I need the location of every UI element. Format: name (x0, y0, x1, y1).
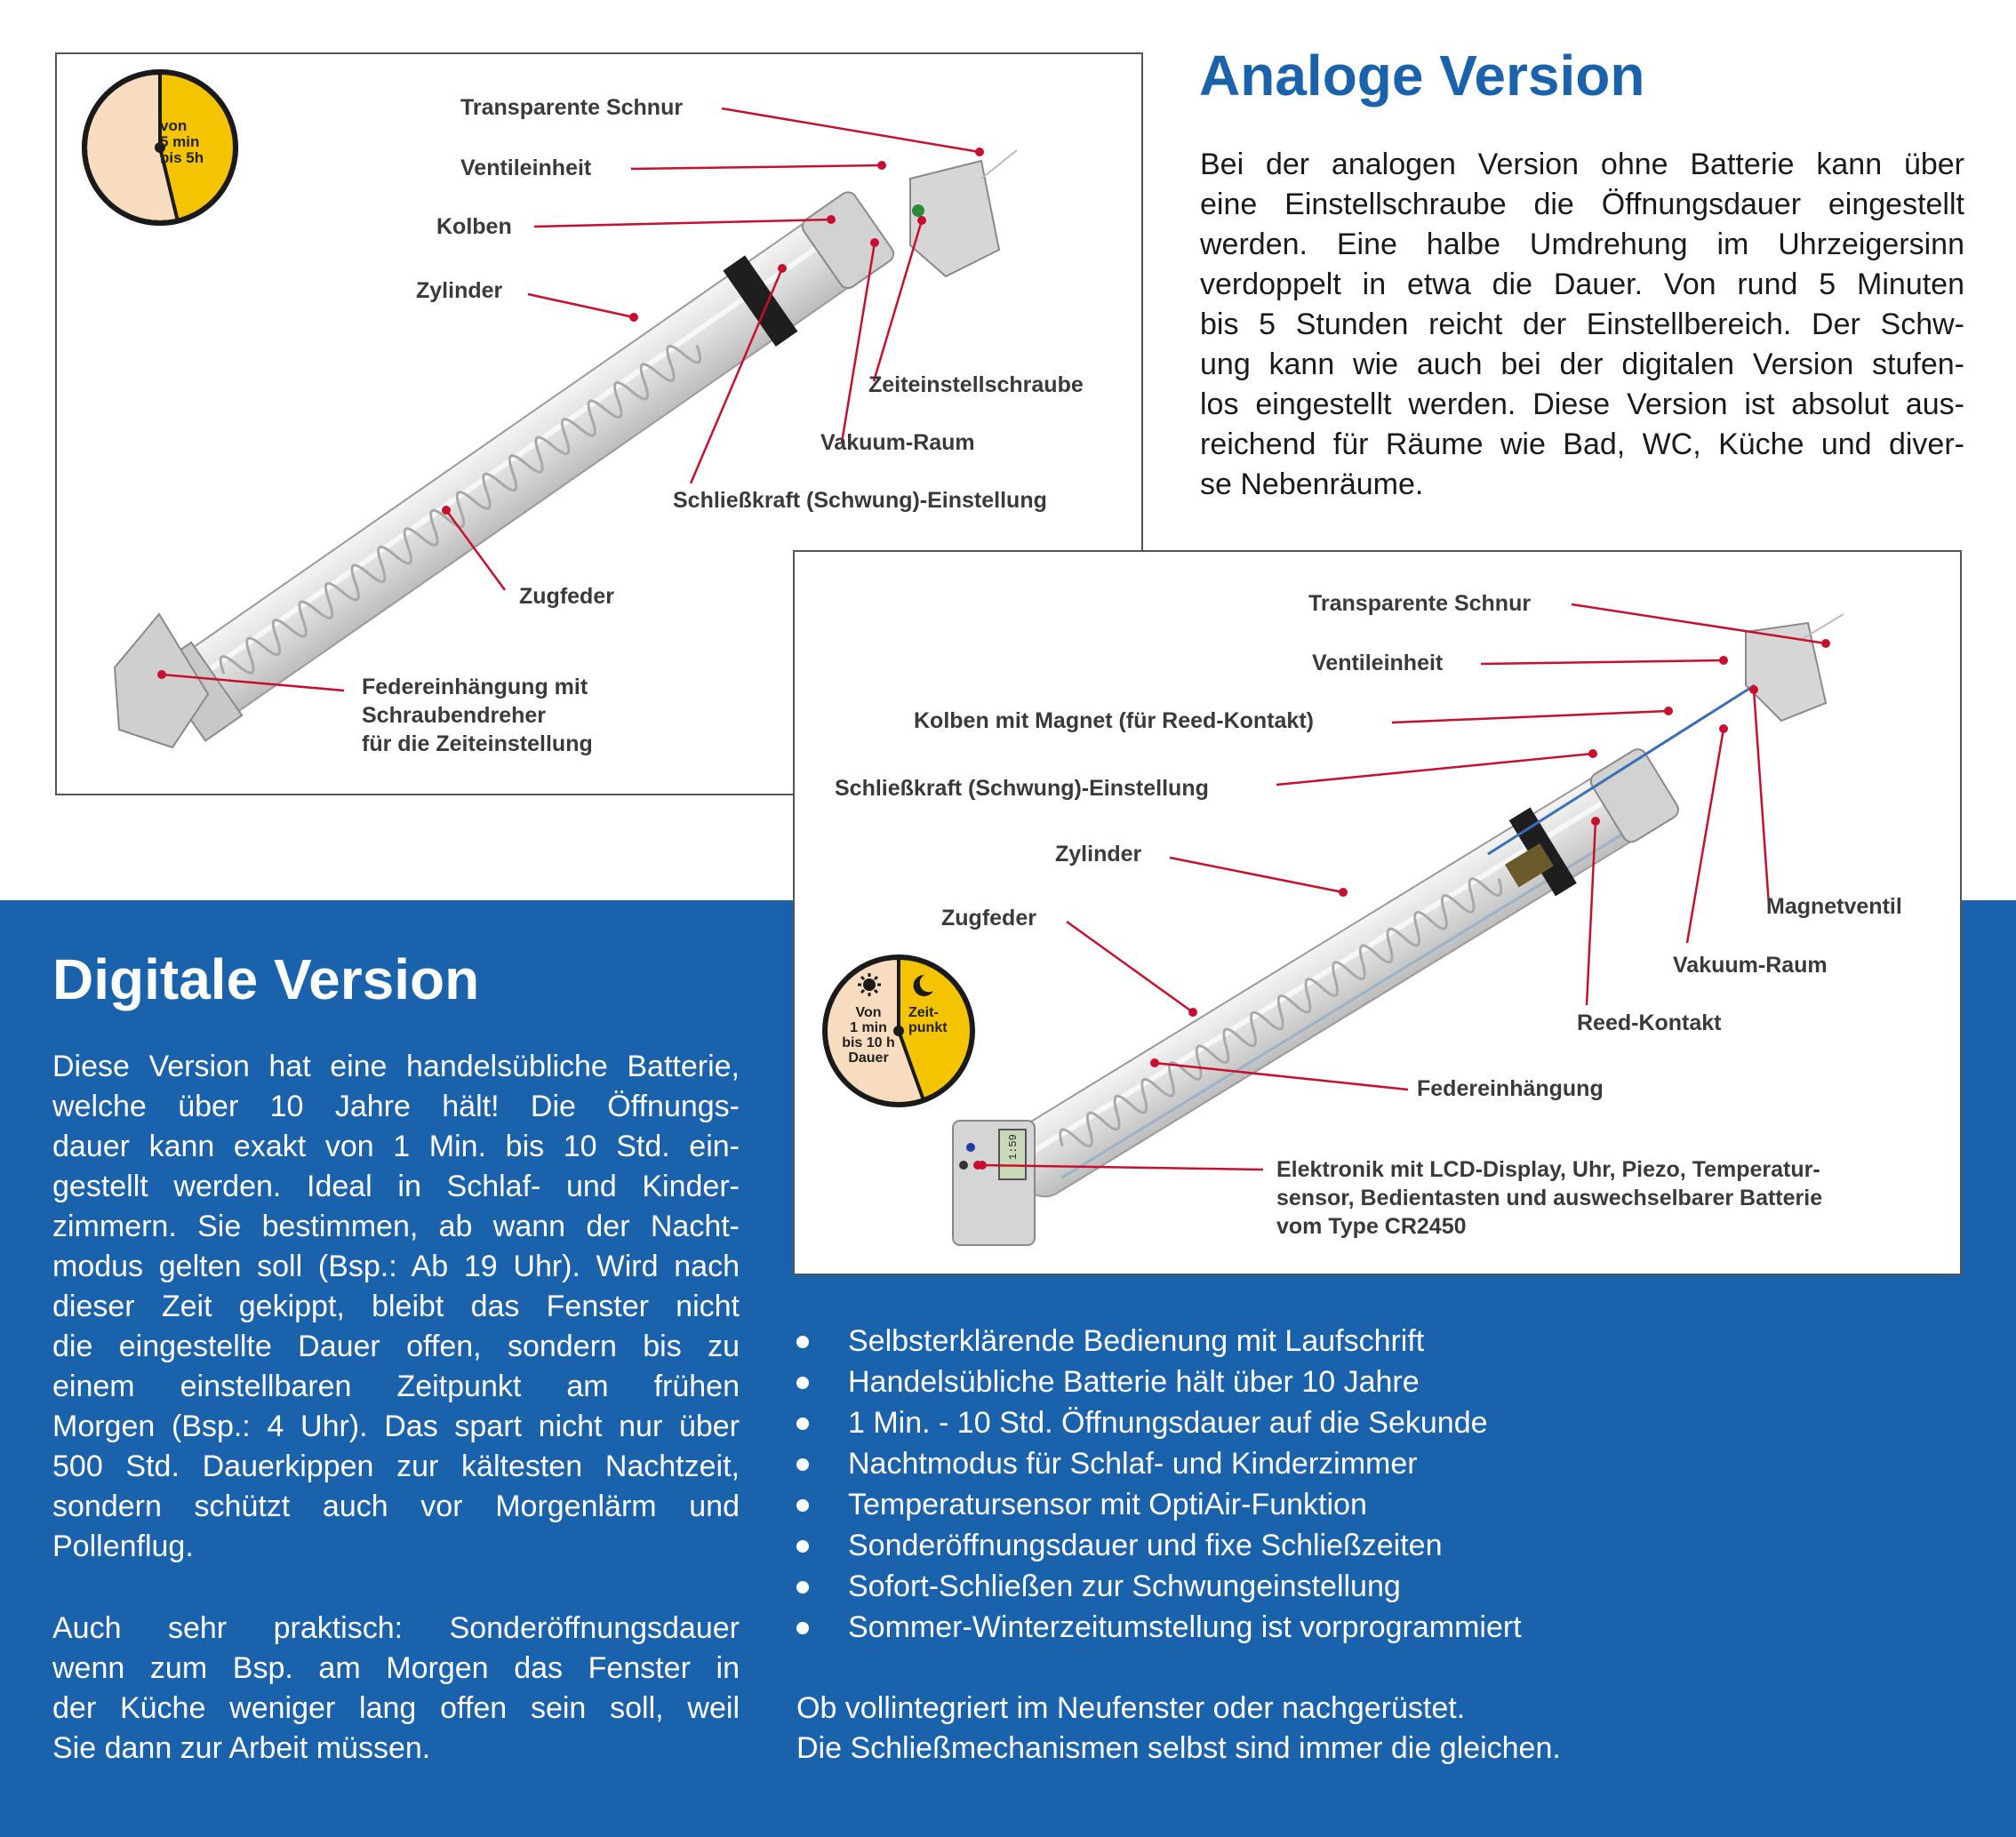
analog-text-line: werden. Eine halbe Umdrehung im Uhrzeigersinn (1200, 228, 1964, 261)
analog-text-line: bis 5 Stunden reicht der Einstellbereich. Der Schw- (1200, 307, 1964, 341)
digital-text-line: der Küche weniger lang offen sein soll, weil (52, 1691, 740, 1725)
closing-line-2: Die Schließmechanismen selbst sind immer die gleichen. (796, 1731, 1561, 1765)
label-transparente-schnur: Transparente Schnur (460, 95, 684, 120)
analog-text-line: se Nebenräume. (1200, 467, 1424, 501)
digital-text-line: die eingestellte Dauer offen, sondern bis zu (52, 1330, 740, 1363)
analog-text-line: ung kann wie auch bei der digitalen Version stufen- (1200, 347, 1964, 381)
lcd-text: 1:59 (1007, 1134, 1020, 1160)
label-zylinder-digital: Zylinder (1055, 842, 1142, 867)
feature-list (796, 1321, 1522, 1648)
closing-line-1: Ob vollintegriert im Neufenster oder nachgerüstet. (796, 1691, 1466, 1725)
label-kolben-magnet: Kolben mit Magnet (für Reed-Kontakt) (914, 708, 1314, 733)
digital-text-line: einem einstellbaren Zeitpunkt am frühen (52, 1370, 740, 1403)
feature-list-item: Sofort-Schließen zur Schwungeinstellung (796, 1566, 1522, 1607)
digital-text-line: Pollenflug. (52, 1530, 194, 1563)
label-elektronik: Elektronik mit LCD-Display, Uhr, Piezo, Temperatur- sensor, Bedientasten und auswechselbarer Batterie vom Type CR2450 (1276, 1157, 1823, 1239)
feature-list-item: Selbsterklärende Bedienung mit Laufschrift (796, 1321, 1522, 1362)
digital-text-line: Diese Version hat eine handelsübliche Batterie, (52, 1050, 740, 1083)
label-transparente-schnur-digital: Transparente Schnur (1308, 591, 1532, 616)
feature-list-item: Sonderöffnungsdauer und fixe Schließzeiten (796, 1525, 1522, 1566)
digital-text-line: sondern schützt auch vor Morgenlärm und (52, 1490, 740, 1523)
label-zylinder: Zylinder (416, 278, 503, 303)
label-schliesskraft-digital: Schließkraft (Schwung)-Einstellung (835, 776, 1209, 801)
analog-text-line: eine Einstellschraube die Öffnungsdauer eingestellt (1200, 188, 1964, 221)
label-federeinhaengung-digital: Federeinhängung (1417, 1076, 1604, 1101)
digital-title: Digitale Version (52, 947, 480, 1011)
digital-text-line: Morgen (Bsp.: 4 Uhr). Das spart nicht nur über (52, 1410, 740, 1443)
analog-title: Analoge Version (1199, 44, 1645, 108)
feature-list-item: Nachtmodus für Schlaf- und Kinderzimmer (796, 1443, 1522, 1484)
digital-text-line: wenn zum Bsp. am Morgen das Fenster in (52, 1651, 740, 1685)
label-ventileinheit-digital: Ventileinheit (1312, 651, 1444, 675)
digital-text (52, 1047, 740, 1567)
digital-text-line: welche über 10 Jahre hält! Die Öffnungs- (52, 1090, 740, 1123)
label-zugfeder: Zugfeder (519, 584, 614, 609)
label-federeinhaengung: Federeinhängung mit Schraubendreher für die Zeiteinstellung (362, 675, 593, 756)
digital-clock-right-text: Zeit- punkt (908, 1005, 948, 1035)
analog-text-line: los eingestellt werden. Diese Version ist absolut aus- (1200, 387, 1964, 421)
label-magnetventil: Magnetventil (1766, 894, 1902, 919)
digital-text-2 (52, 1609, 740, 1769)
label-vakuum-raum-digital: Vakuum-Raum (1673, 953, 1828, 978)
feature-list-item: Temperatursensor mit OptiAir-Funktion (796, 1484, 1522, 1525)
label-ventileinheit: Ventileinheit (460, 156, 592, 180)
digital-text-line: dauer kann exakt von 1 Min. bis 10 Std. ein- (52, 1130, 740, 1163)
analog-text-line: Bei der analogen Version ohne Batterie kann über (1200, 148, 1964, 181)
closing-text (796, 1689, 1561, 1769)
analog-text-line: verdoppelt in etwa die Dauer. Von rund 5 Minuten (1200, 268, 1964, 301)
label-schliesskraft: Schließkraft (Schwung)-Einstellung (673, 488, 1047, 513)
analog-text-line: reichend für Räume wie Bad, WC, Küche und diver- (1200, 427, 1964, 461)
analog-clock-text: von 5 min bis 5h (160, 117, 204, 166)
digital-text-line: modus gelten soll (Bsp.: Ab 19 Uhr). Wird nach (52, 1250, 740, 1283)
digital-clock-left-text: Von 1 min bis 10 h Dauer (842, 1005, 895, 1066)
digital-text-line: Sie dann zur Arbeit müssen. (52, 1731, 431, 1765)
label-kolben: Kolben (436, 214, 512, 239)
digital-text-line: dieser Zeit gekippt, bleibt das Fenster nicht (52, 1290, 740, 1323)
digital-text-line: gestellt werden. Ideal in Schlaf- und Kinder- (52, 1170, 740, 1203)
digital-text-line: Auch sehr praktisch: Sonderöffnungsdauer (52, 1611, 740, 1645)
feature-list-item: 1 Min. - 10 Std. Öffnungsdauer auf die Sekunde (796, 1402, 1522, 1443)
feature-list-item: Sommer-Winterzeitumstellung ist vorprogrammiert (796, 1607, 1522, 1648)
label-reed-kontakt: Reed-Kontakt (1577, 1010, 1722, 1035)
label-zugfeder-digital: Zugfeder (941, 906, 1036, 930)
label-zeiteinstellschraube: Zeiteinstellschraube (868, 372, 1084, 397)
analog-text (1200, 145, 1964, 505)
feature-list-item: Handelsübliche Batterie hält über 10 Jahre (796, 1362, 1522, 1402)
digital-text-line: 500 Std. Dauerkippen zur kältesten Nachtzeit, (52, 1450, 740, 1483)
digital-figure (793, 550, 1962, 1275)
digital-text-line: zimmern. Sie bestimmen, ab wann der Nacht- (52, 1210, 740, 1243)
label-vakuum-raum: Vakuum-Raum (820, 430, 975, 455)
